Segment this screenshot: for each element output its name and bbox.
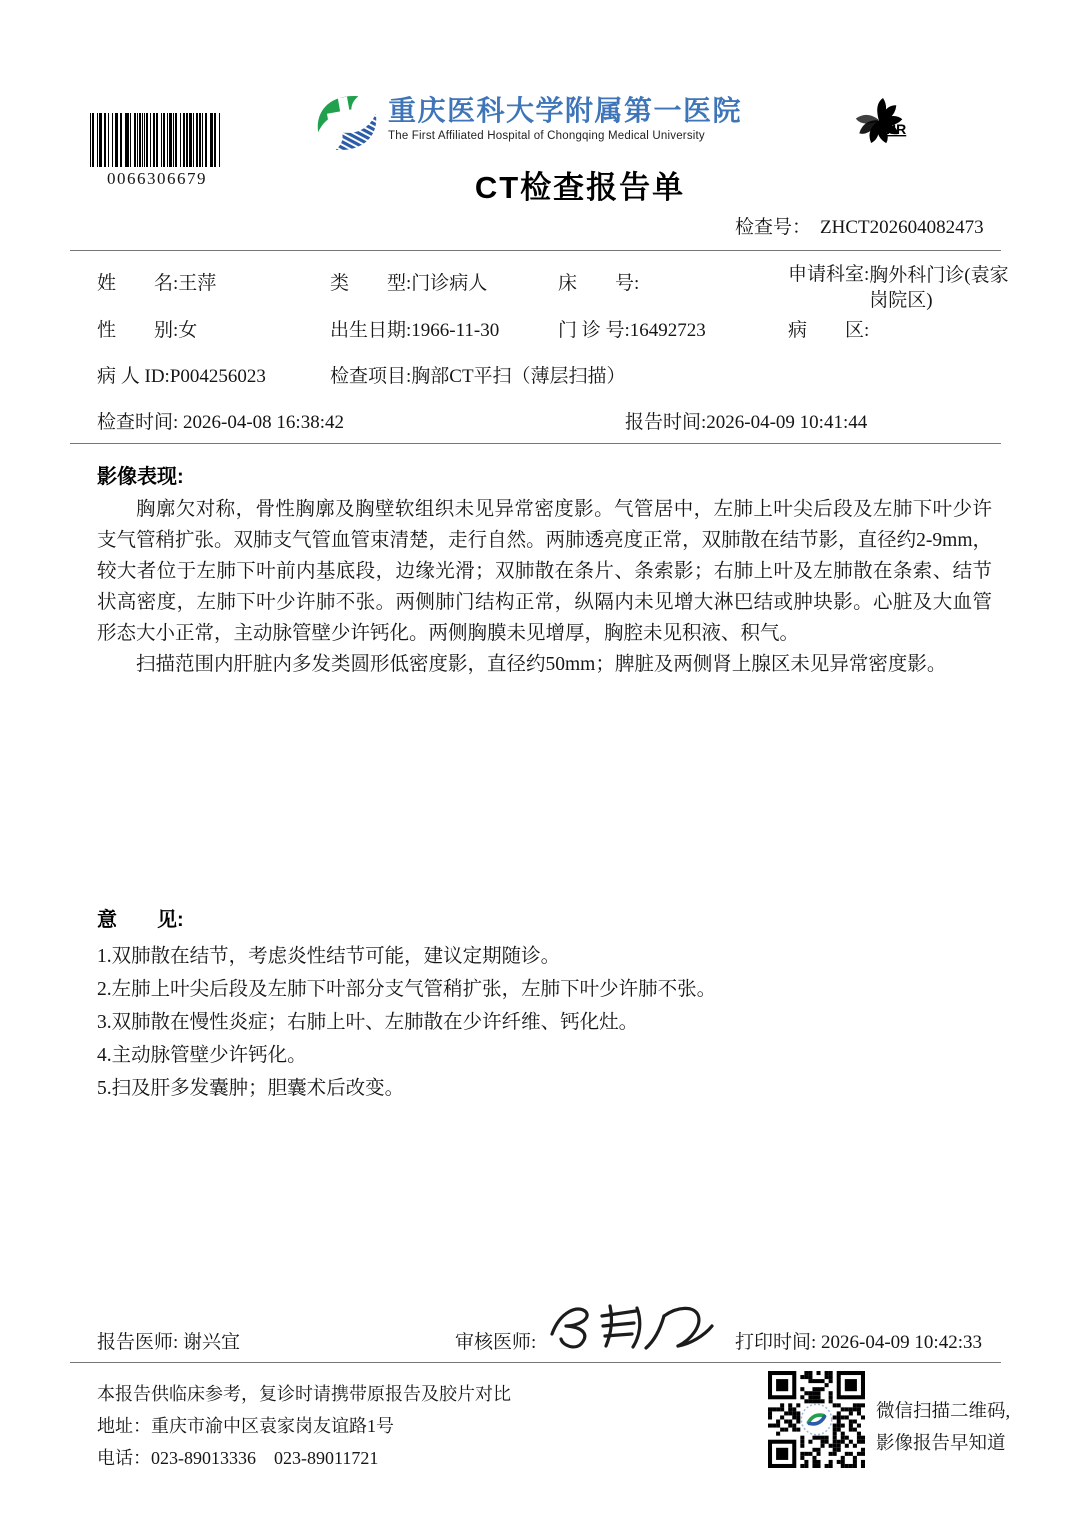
printer-mark-icon	[852, 96, 916, 150]
impression-item: 4.主动脉管壁少许钙化。	[97, 1045, 307, 1066]
findings-heading: 影像表现:	[97, 466, 184, 488]
print-time: 打印时间: 2026-04-09 10:42:33	[735, 1332, 982, 1353]
impression-item: 2.左肺上叶尖后段及左肺下叶部分支气管稍扩张，左肺下叶少许肺不张。	[97, 979, 717, 1000]
field-report-time: 报告时间:2026-04-09 10:41:44	[625, 412, 868, 433]
divider-footer	[70, 1362, 1001, 1363]
barcode	[88, 113, 226, 167]
impression-item: 1.双肺散在结节，考虑炎性结节可能，建议定期随诊。	[97, 946, 561, 967]
hospital-name-cn: 重庆医科大学附属第一医院	[388, 95, 743, 126]
footer-phone: 电话：023-89013336 023-89011721	[97, 1448, 379, 1468]
report-title: CT检查报告单	[474, 170, 686, 205]
field-sex: 性 别:女	[97, 320, 198, 341]
findings-body	[97, 494, 992, 680]
hospital-logo-icon	[314, 90, 380, 156]
field-patient-id: 病 人 ID:P004256023	[97, 366, 266, 387]
field-bed-no: 床 号:	[558, 273, 640, 294]
field-exam-item: 检查项目:胸部CT平扫（薄层扫描）	[330, 366, 626, 387]
exam-number-value: ZHCT202604082473	[820, 217, 984, 238]
divider-top	[70, 250, 1001, 251]
findings-paragraph: 扫描范围内肝脏内多发类圆形低密度影，直径约50mm；脾脏及两侧肾上腺区未见异常密度影。	[136, 654, 947, 675]
field-exam-time: 检查时间: 2026-04-08 16:38:42	[97, 412, 344, 433]
field-name: 姓 名:王萍	[97, 273, 217, 294]
barcode-number: 0066306679	[107, 169, 207, 188]
printer-mark-label: HR	[886, 121, 907, 137]
findings-paragraph: 胸廓欠对称，骨性胸廓及胸壁软组织未见异常密度影。气管居中，左肺上叶尖后段及左肺下叶少许支气管稍扩张。双肺支气管血管束清楚，走行自然。两肺透亮度正常，双肺散在结节影，直径约2-9mm，较大者位于左肺下叶前内基底段，边缘光滑；双肺散在条片、条索影；右肺上叶及左肺散在条索、结节状高密度，左肺下叶少许肺不张。两侧肺门结构正常，纵隔内未见增大淋巴结或肿块影。心脏及大血管形态大小正常，主动脉管壁少许钙化。两侧胸膜未见增厚，胸腔未见积液、积气。	[97, 499, 992, 644]
field-ward: 病 区:	[788, 320, 870, 341]
impression-heading: 意 见:	[97, 909, 184, 931]
impression-item: 3.双肺散在慢性炎症；右肺上叶、左肺散在少许纤维、钙化灶。	[97, 1012, 639, 1033]
field-outpatient-no: 门 诊 号:16492723	[558, 320, 706, 341]
exam-number-line	[735, 212, 984, 239]
divider-patient-info	[70, 443, 1001, 444]
footer-address: 地址：重庆市渝中区袁家岗友谊路1号	[97, 1416, 394, 1436]
field-birth-date: 出生日期:1966-11-30	[330, 320, 500, 341]
report-doctor: 报告医师: 谢兴宜	[97, 1332, 241, 1353]
field-request-dept: 申请科室:胸外科门诊(袁家岗院区)	[788, 264, 1009, 311]
hospital-name-en: The First Affiliated Hospital of Chongqing Medical University	[388, 130, 705, 142]
qr-caption: 微信扫描二维码, 影像报告早知道	[876, 1402, 1011, 1454]
exam-number-label: 检查号：	[735, 217, 812, 238]
wechat-qr-code	[768, 1371, 865, 1468]
impression-list	[97, 940, 992, 1105]
review-doctor-label: 审核医师:	[455, 1332, 542, 1353]
impression-item: 5.扫及肝多发囊肿；胆囊术后改变。	[97, 1078, 405, 1099]
footer-note: 本报告供临床参考，复诊时请携带原报告及胶片对比	[97, 1384, 511, 1404]
review-doctor-signature	[540, 1290, 725, 1365]
field-type: 类 型:门诊病人	[330, 273, 488, 294]
